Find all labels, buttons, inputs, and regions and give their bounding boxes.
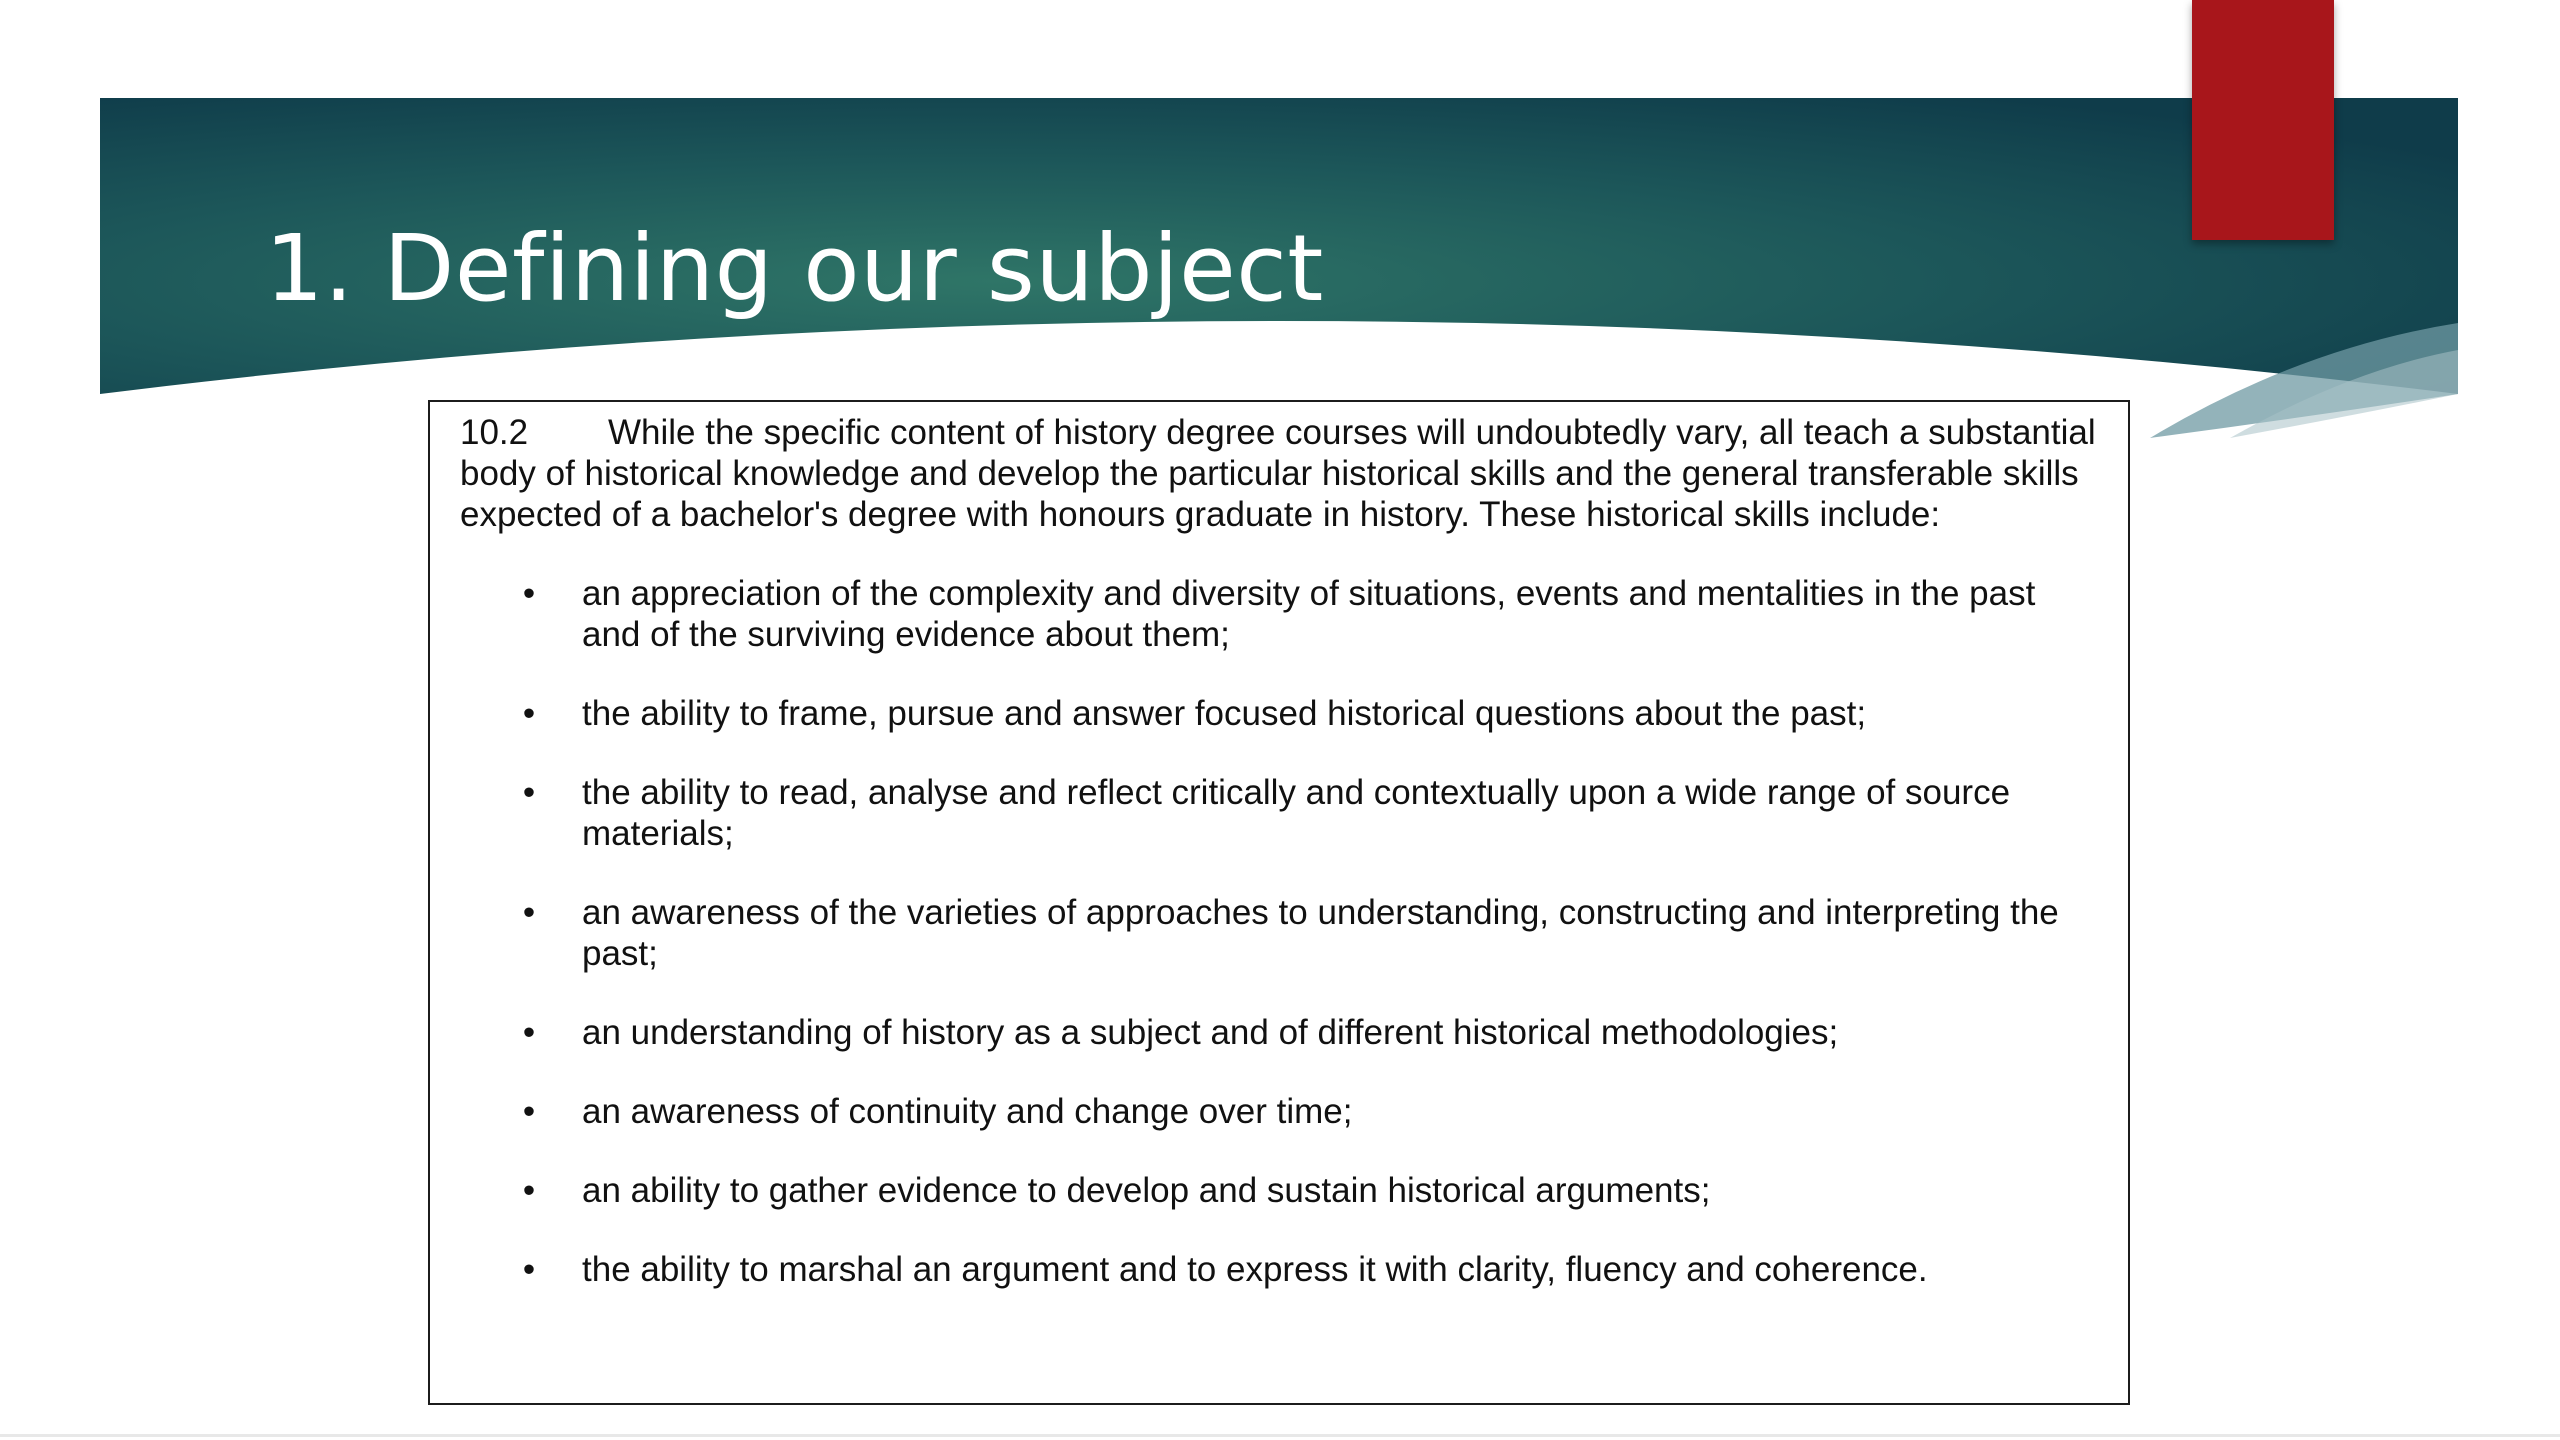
list-item [460, 772, 2102, 854]
list-item [460, 892, 2102, 974]
slide-title: 1. Defining our subject [265, 215, 1324, 322]
bullet-icon: • [522, 574, 536, 613]
bullet-icon: • [522, 1013, 536, 1052]
list-item [460, 1012, 2102, 1053]
list-item [460, 1091, 2102, 1132]
bullet-icon: • [522, 893, 536, 932]
bullet-icon: • [522, 1250, 536, 1289]
skill-text: an awareness of continuity and change over time; [582, 1092, 1353, 1131]
skill-text: the ability to marshal an argument and to express it with clarity, fluency and coherence. [582, 1250, 1928, 1289]
list-item [460, 573, 2102, 655]
skill-text: an understanding of history as a subject and of different historical methodologies; [582, 1013, 1839, 1052]
bullet-icon: • [522, 1092, 536, 1131]
skill-text: the ability to frame, pursue and answer focused historical questions about the past; [582, 694, 1867, 733]
section-number: 10.2 [460, 413, 529, 452]
slide-bottom-divider [0, 1434, 2560, 1437]
intro-text: While the specific content of history degree courses will undoubtedly vary, all teach a substantial body of historical knowledge and develop the particular historical skills and the general transferable skills expected of a bachelor's degree with honours graduate in history. These historical skills include: [460, 413, 2096, 534]
excerpt-intro [460, 412, 2102, 535]
list-item [460, 1170, 2102, 1211]
red-accent-tab [2192, 0, 2334, 240]
skill-text: an ability to gather evidence to develop and sustain historical arguments; [582, 1171, 1711, 1210]
bullet-icon: • [522, 694, 536, 733]
bullet-icon: • [522, 1171, 536, 1210]
skill-text: an appreciation of the complexity and diversity of situations, events and mentalities in the past and of the surviving evidence about them; [582, 574, 2036, 654]
skill-text: the ability to read, analyse and reflect critically and contextually upon a wide range of source materials; [582, 773, 2011, 853]
list-item [460, 1249, 2102, 1290]
bullet-icon: • [522, 773, 536, 812]
skill-text: an awareness of the varieties of approaches to understanding, constructing and interpreting the past; [582, 893, 2059, 973]
list-item [460, 693, 2102, 734]
quoted-excerpt-box [428, 400, 2130, 1405]
skills-list [460, 573, 2102, 1290]
